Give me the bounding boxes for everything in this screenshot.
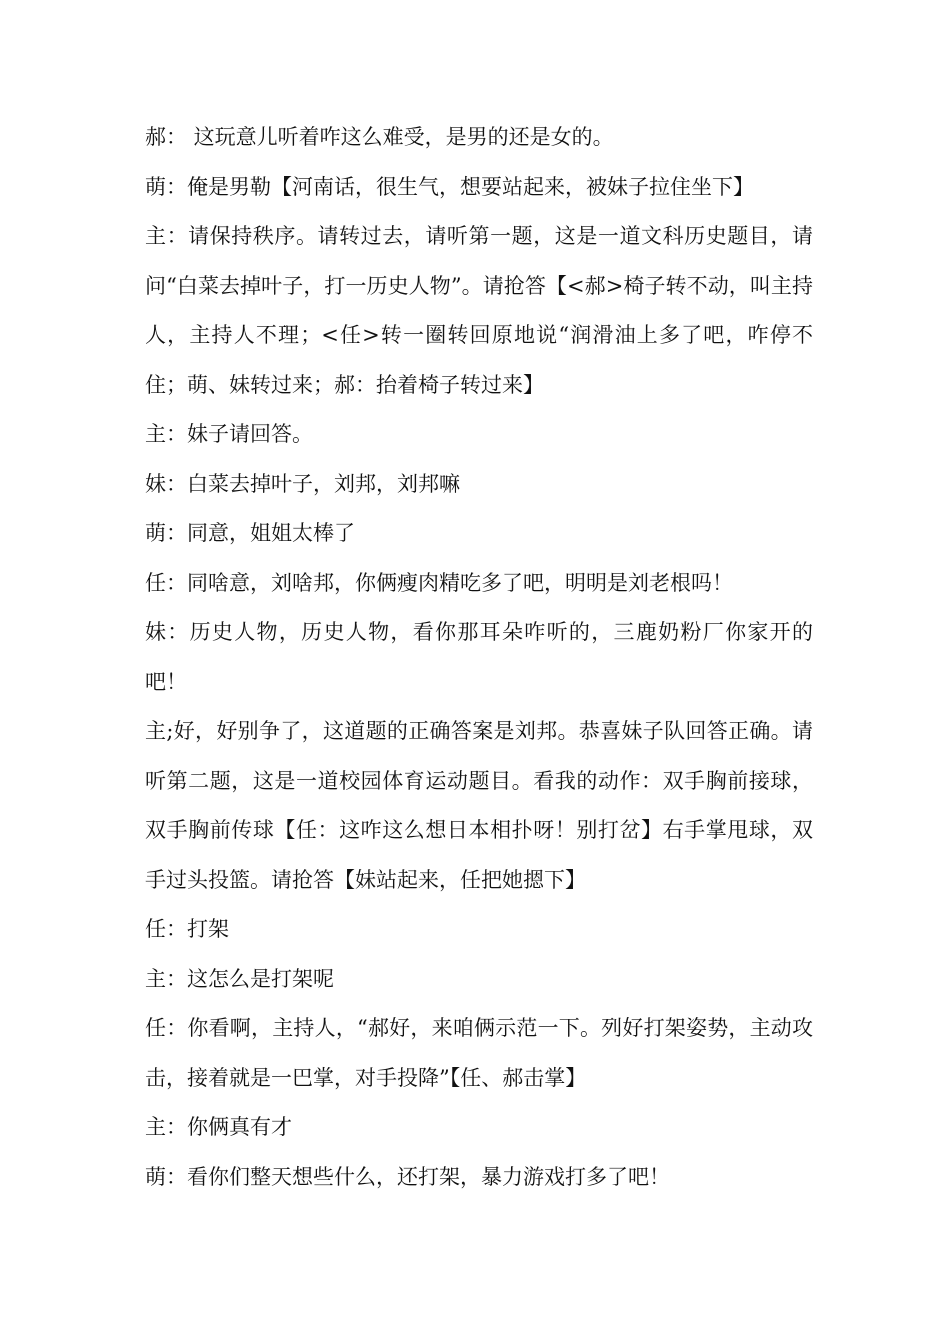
dialogue-line-8: 妹：历史人物，历史人物，看你那耳朵咋听的，三鹿奶粉厂你家开的吧！ [145, 620, 813, 694]
dialogue-line-2: 萌：俺是男勒【河南话，很生气，想要站起来，被妹子拉住坐下】 [145, 174, 754, 199]
dialogue-line-6: 萌：同意，姐姐太棒了 [145, 521, 355, 545]
dialogue-line-3: 主：请保持秩序。请转过去，请听第一题，这是一道文科历史题目，请问“白菜去掉叶子，打一历史人物”。请抢答【<郝>椅子转不动，叫主持人，主持人不理；<任>转一圈转回原地说“润滑油上多了吧，咋停不住；萌、妹转过来；郝：抬着椅子转过来】 [145, 224, 813, 397]
dialogue-line-13: 主：你俩真有才 [145, 1115, 292, 1139]
dialogue-line-10: 任：打架 [145, 917, 229, 941]
dialogue-line-11: 主：这怎么是打架呢 [145, 966, 334, 991]
script-body [145, 113, 813, 1202]
dialogue-line-7: 任：同啥意，刘啥邦，你俩瘦肉精吃多了吧，明明是刘老根吗！ [145, 570, 733, 595]
dialogue-line-5: 妹：白菜去掉叶子，刘邦，刘邦嘛 [145, 471, 460, 496]
dialogue-line-1: 郝： 这玩意儿听着咋这么难受，是男的还是女的。 [145, 125, 614, 149]
dialogue-line-14: 萌：看你们整天想些什么，还打架，暴力游戏打多了吧！ [145, 1164, 670, 1189]
dialogue-line-12: 任：你看啊，主持人，“郝好，来咱俩示范一下。列好打架姿势，主动攻击，接着就是一巴掌，对手投降”【任、郝击掌】 [145, 1016, 813, 1090]
dialogue-line-4: 主：妹子请回答。 [145, 422, 313, 446]
dialogue-line-9: 主;好，好别争了，这道题的正确答案是刘邦。恭喜妹子队回答正确。请听第二题，这是一道校园体育运动题目。看我的动作：双手胸前接球，双手胸前传球【任：这咋这么想日本相扑呀！别打岔】右手掌甩球，双手过头投篮。请抢答【妹站起来，任把她摁下】 [145, 719, 813, 892]
